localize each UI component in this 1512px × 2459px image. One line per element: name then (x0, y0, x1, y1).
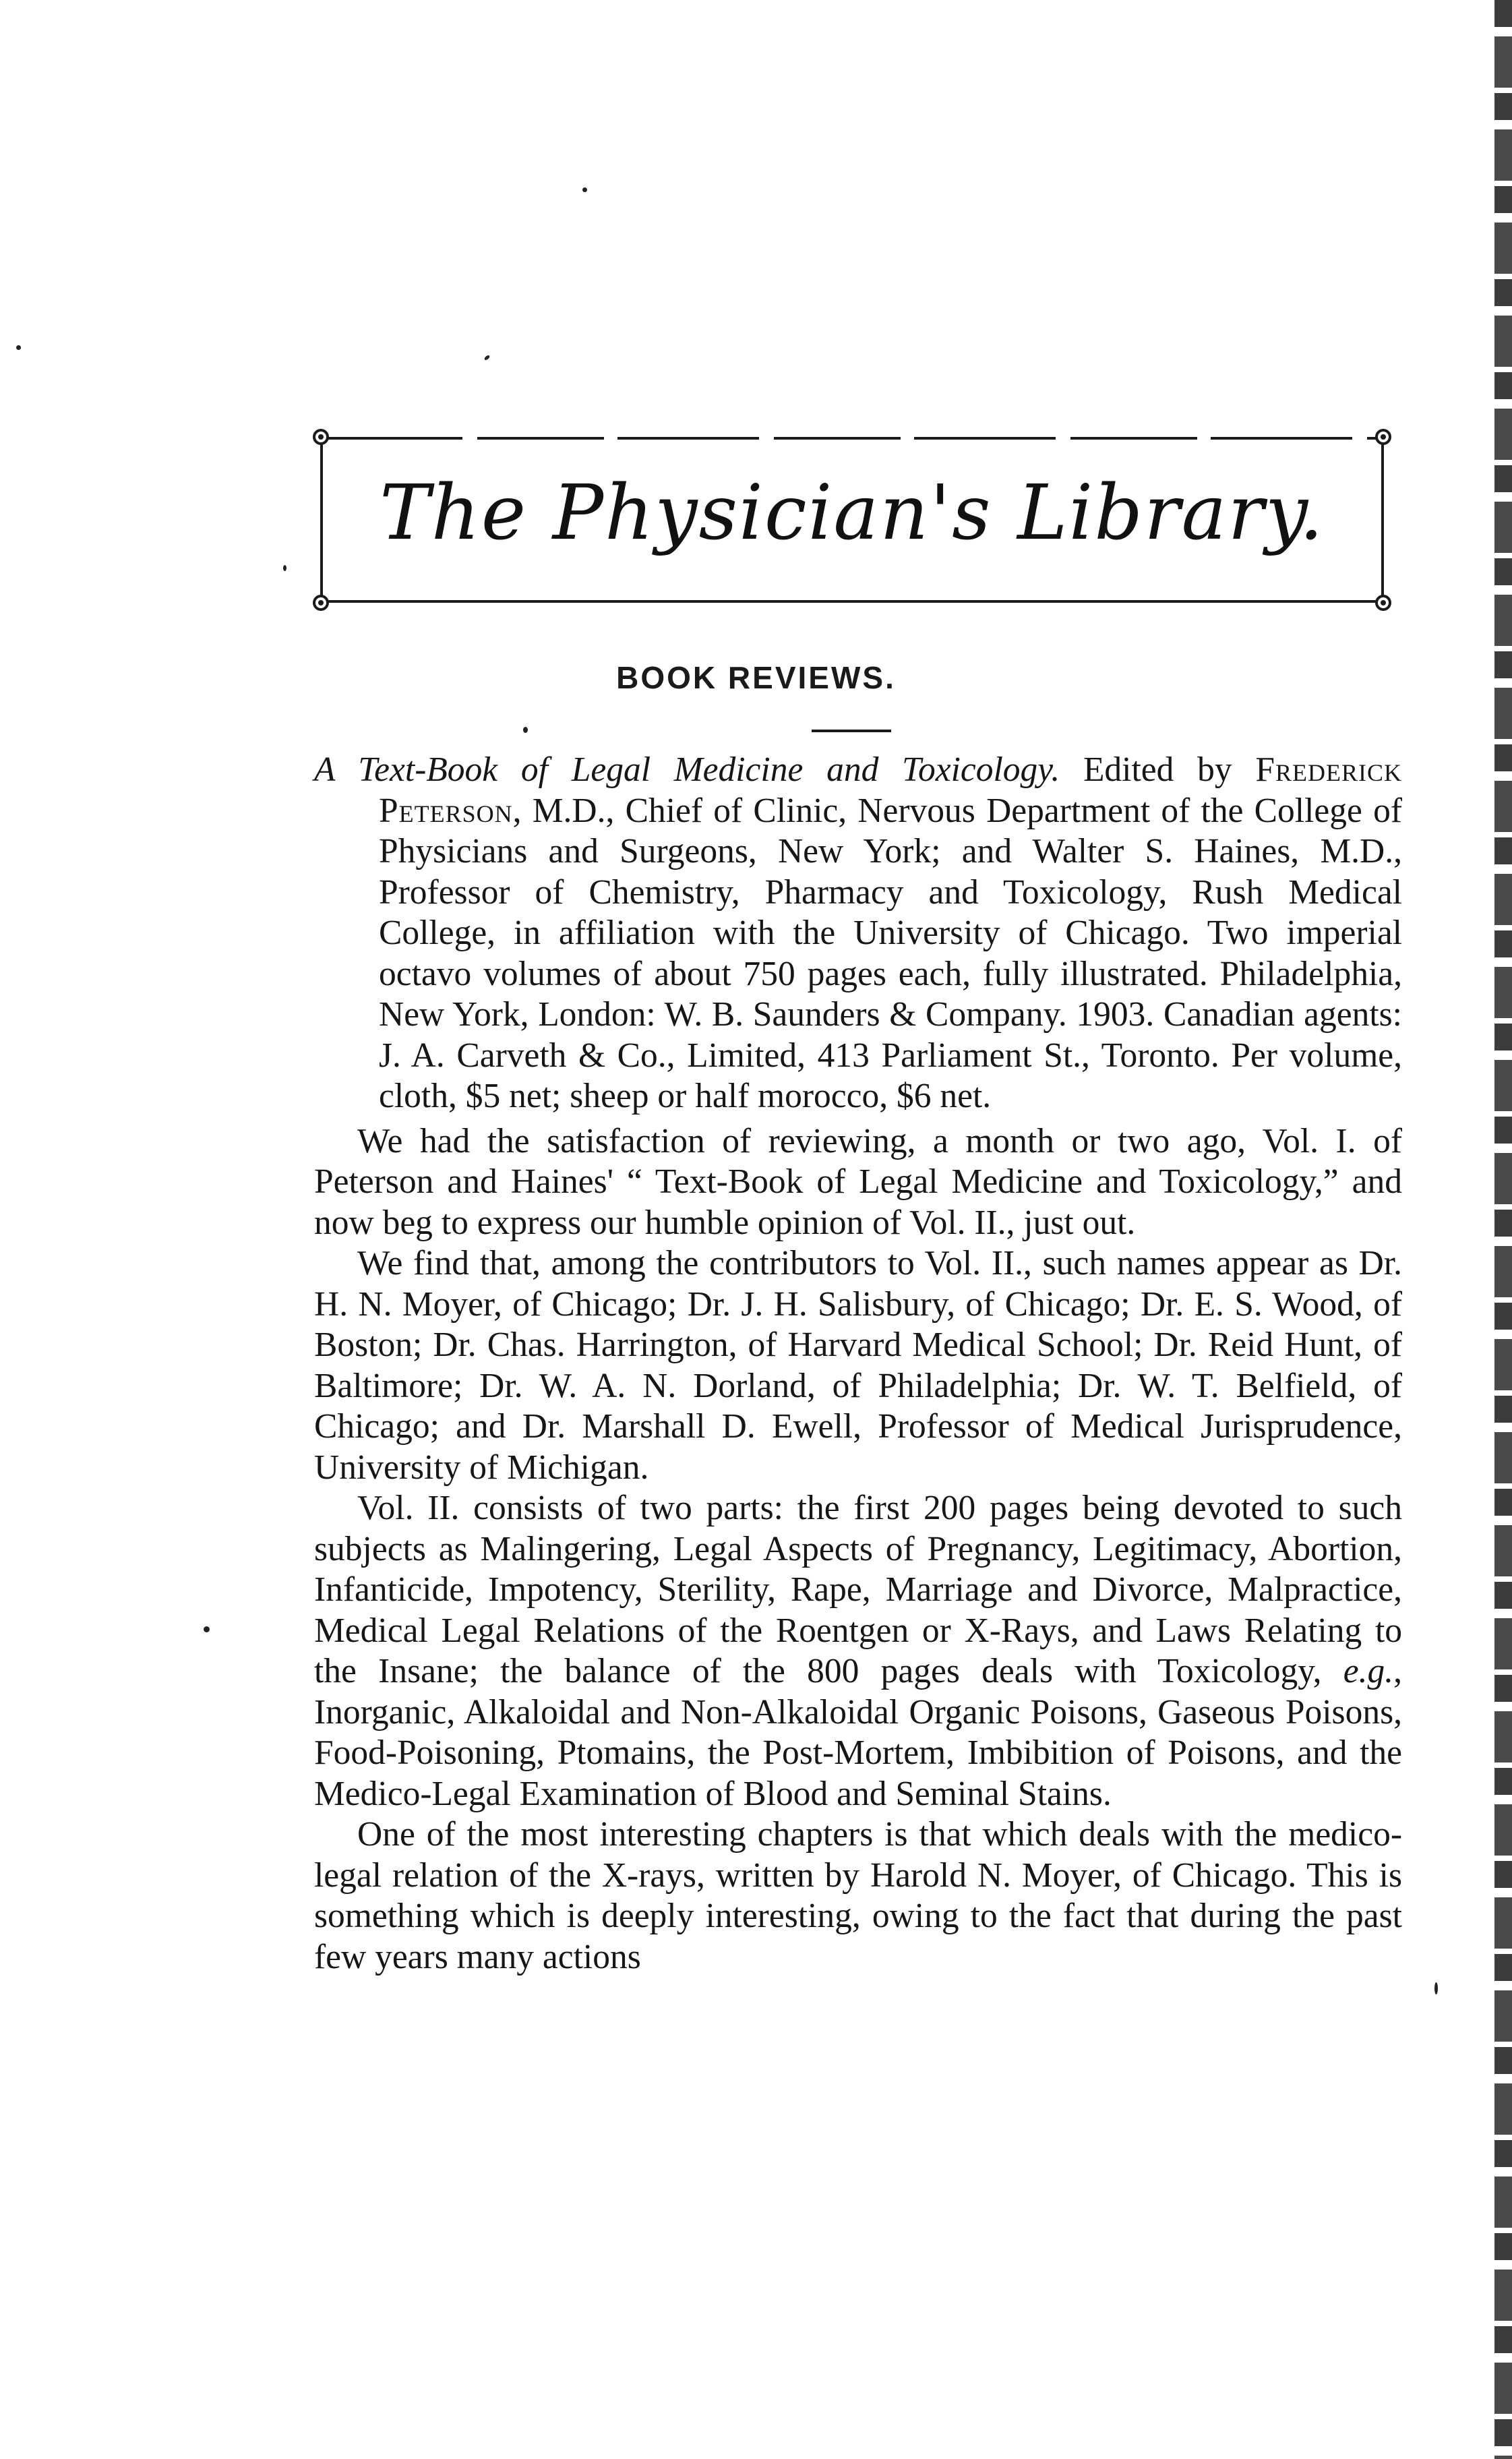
scan-speck (1434, 1982, 1438, 1994)
heading-rule (812, 730, 891, 732)
review-paragraph: We had the satisfaction of reviewing, a month or two ago, Vol. I. of Peterson and Haines' “ Text-Book of Legal Medicine and Toxicology,” and now beg to express our humble opinion of Vol. II., just out. (314, 1121, 1402, 1242)
citation-details: , M.D., Chief of Clinic, Nervous Department of the College of Physicians and Surgeons, New York; and Walter S. Haines, M.D., Professor of Chemistry, Pharmacy and Toxicology, Rush Medical College, in affiliation with the University of Chicago. Two imperial octavo volumes of about 750 pages each, fully illustrated. Philadelphia, New York, London: W. B. Saunders & Company. 1903. Canadian agents: J. A. Carveth & Co., Limited, 413 Parliament St., Toronto. Per volume, cloth, $5 net; sheep or half morocco, $6 net. (379, 791, 1402, 1115)
review-body (314, 750, 1402, 1978)
frame-corner-ornament (1375, 595, 1391, 611)
paragraph-text: , Inorganic, Alkaloidal and Non-Alkaloidal Organic Poisons, Gaseous Poisons, Food-Poisoning, Ptomains, the Post-Mortem, Imbibition of Poisons, and the Medico-Legal Examination of Blood and Seminal Stains. (314, 1652, 1402, 1813)
scan-speck (16, 345, 21, 350)
paragraph-emphasis: e.g. (1343, 1652, 1394, 1690)
frame-bottom-rule (321, 600, 1383, 603)
editor-name: Frederick Peterson (379, 750, 1403, 830)
book-citation (314, 750, 1402, 1117)
frame-corner-ornament (1375, 429, 1391, 445)
library-title: The Physician's Library. (380, 469, 1325, 557)
edited-by: Edited by (1083, 750, 1232, 789)
frame-corner-ornament (313, 595, 329, 611)
review-paragraph: We find that, among the contributors to Vol. II., such names appear as Dr. H. N. Moyer, of Chicago; Dr. J. H. Salisbury, of Chicago; Dr. E. S. Wood, of Boston; Dr. Chas. Harrington, of Harvard Medical School; Dr. Reid Hunt, of Baltimore; Dr. W. A. N. Dorland, of Philadelphia; Dr. W. T. Belfield, of Chicago; and Dr. Marshall D. Ewell, Professor of Medical Jurisprudence, University of Michigan. (314, 1244, 1402, 1487)
binding-edge (1494, 0, 1512, 2459)
review-paragraph: One of the most interesting chapters is that which deals with the medico-legal relation of the X-rays, written by Harold N. Moyer, of Chicago. This is something which is deeply interesting, owing to the fact that during the past few years many actions (314, 1815, 1402, 1976)
scan-speck (582, 187, 587, 192)
scan-speck (483, 355, 490, 361)
frame-top-rule (321, 437, 1383, 440)
review-paragraph (314, 1488, 1402, 1814)
book-title: A Text-Book of Legal Medicine and Toxicology. (314, 750, 1060, 789)
frame-corner-ornament (313, 429, 329, 445)
scan-speck (283, 565, 286, 571)
scan-speck (523, 727, 528, 733)
scan-speck (204, 1626, 210, 1632)
title-frame (314, 432, 1390, 608)
section-heading: BOOK REVIEWS. (616, 660, 896, 695)
paragraph-text: Vol. II. consists of two parts: the first 200 pages being devoted to such subjects as Malingering, Legal Aspects of Pregnancy, Legitimacy, Abortion, Infanticide, Impotency, Sterility, Rape, Marriage and Divorce, Malpractice, Medical Legal Relations of the Roentgen or X-Rays, and Laws Relating to the Insane; the balance of the 800 pages deals with Toxicology, (314, 1489, 1402, 1690)
